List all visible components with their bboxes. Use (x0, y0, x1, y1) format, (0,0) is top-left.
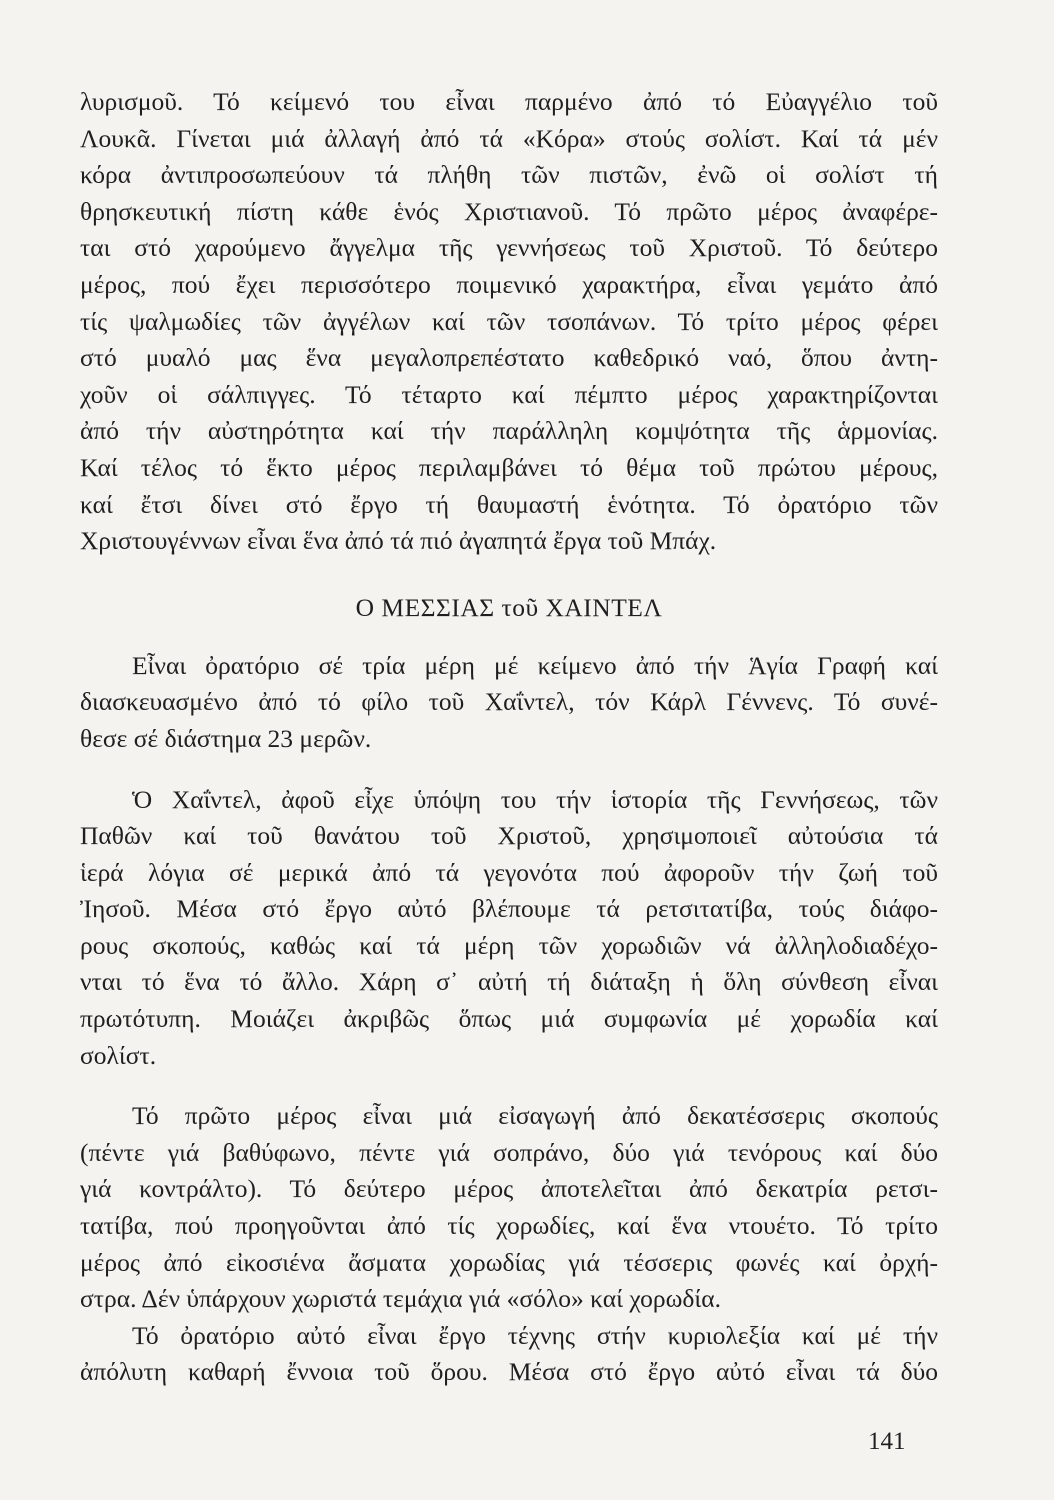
text-line: Τό ὀρατόριο αὐτό εἶναι ἔργο τέχνης στήν κυριολεξία καί μέ τήν (132, 1320, 938, 1350)
text-line: στρα. Δέν ὑπάρχουν χωριστά τεμάχια γιά «σόλο» καί χορωδία. (80, 1284, 722, 1314)
text-line: σολίστ. (80, 1040, 157, 1070)
text-line: Χριστουγέννων εἶναι ἕνα ἀπό τά πιό ἀγαπητά ἔργα τοῦ Μπάχ. (80, 526, 717, 556)
text-line: λυρισμοῦ. Τό κείμενό του εἶναι παρμένο ἀπό τό Εὐαγγέλιο τοῦ (80, 87, 938, 116)
text-line: Ὁ Χαΐντελ, ἀφοῦ εἶχε ὑπόψη του τήν ἱστορία τῆς Γεννήσεως, τῶν (132, 784, 938, 814)
text-line: στό μυαλό μας ἕνα μεγαλοπρεπέστατο καθεδρικό ναό, ὅπου ἀντη- (80, 343, 938, 373)
text-line: γιά κοντράλτο). Τό δεύτερο μέρος ἀποτελεῖται ἀπό δεκατρία ρετσι- (80, 1174, 938, 1204)
text-line: τατίβα, πού προηγοῦνται ἀπό τίς χορωδίες, καί ἕνα ντουέτο. Τό τρίτο (80, 1211, 938, 1241)
text-line: τίς ψαλμωδίες τῶν ἀγγέλων καί τῶν τσοπάνων. Τό τρίτο μέρος φέρει (80, 306, 938, 336)
text-line: Τό πρῶτο μέρος εἶναι μιά εἰσαγωγή ἀπό δεκατέσσερις σκοπούς (132, 1101, 938, 1131)
text-line: Καί τέλος τό ἕκτο μέρος περιλαμβάνει τό θέμα τοῦ πρώτου μέρους, (80, 452, 938, 482)
text-line: ἱερά λόγια σέ μερικά ἀπό τά γεγονότα πού ἀφοροῦν τήν ζωή τοῦ (80, 857, 938, 887)
paragraph (80, 648, 938, 758)
paragraph (80, 1098, 938, 1318)
text-line: Παθῶν καί τοῦ θανάτου τοῦ Χριστοῦ, χρησιμοποιεῖ αὐτούσια τά (80, 821, 938, 851)
section-heading: Ο ΜΕΣΣΙΑΣ τοῦ ΧΑΙΝΤΕΛ (355, 592, 663, 622)
text-line: ἀπόλυτη καθαρή ἔννοια τοῦ ὅρου. Μέσα στό ἔργο αὐτό εἶναι τά δύο (80, 1357, 938, 1387)
text-line: πρωτότυπη. Μοιάζει ἀκριβῶς ὅπως μιά συμφωνία μέ χορωδία καί (80, 1004, 938, 1034)
text-line: Ἰησοῦ. Μέσα στό ἔργο αὐτό βλέπουμε τά ρετσιτατίβα, τούς διάφο- (80, 894, 938, 924)
text-line: καί ἔτσι δίνει στό ἔργο τή θαυμαστή ἑνότητα. Τό ὀρατόριο τῶν (80, 489, 938, 519)
text-line: (πέντε γιά βαθύφωνο, πέντε γιά σοπράνο, δύο γιά τενόρους καί δύο (80, 1137, 938, 1167)
page-text (80, 84, 938, 1391)
text-line: χοῦν οἱ σάλπιγγες. Τό τέταρτο καί πέμπτο μέρος χαρακτηρίζονται (80, 379, 938, 409)
text-line: θρησκευτική πίστη κάθε ἑνός Χριστιανοῦ. Τό πρῶτο μέρος ἀναφέρε- (80, 196, 938, 226)
page-number: 141 (868, 1428, 906, 1455)
text-line: ἀπό τήν αὐστηρότητα καί τήν παράλληλη κομψότητα τῆς ἁρμονίας. (80, 416, 938, 446)
text-line: μέρος, πού ἔχει περισσότερο ποιμενικό χαρακτήρα, εἶναι γεμάτο ἀπό (80, 269, 938, 299)
text-line: Λουκᾶ. Γίνεται μιά ἀλλαγή ἀπό τά «Κόρα» στούς σολίστ. Καί τά μέν (80, 123, 938, 153)
paragraph (80, 1318, 938, 1391)
paragraph (80, 84, 938, 560)
text-line: μέρος ἀπό εἰκοσιένα ἄσματα χορωδίας γιά τέσσερις φωνές καί ὀρχή- (80, 1247, 938, 1277)
text-line: ρους σκοπούς, καθώς καί τά μέρη τῶν χορωδιῶν νά ἀλληλοδιαδέχο- (80, 930, 938, 960)
paragraph (80, 782, 938, 1075)
text-line: νται τό ἕνα τό ἄλλο. Χάρη σ᾿ αὐτή τή διάταξη ἡ ὅλη σύνθεση εἶναι (80, 967, 938, 997)
text-line: διασκευασμένο ἀπό τό φίλο τοῦ Χαΐντελ, τόν Κάρλ Γέννενς. Τό συνέ- (80, 687, 938, 717)
text-line: θεσε σέ διάστημα 23 μερῶν. (80, 723, 372, 753)
text-line: κόρα ἀντιπροσωπεύουν τά πλήθη τῶν πιστῶν, ἐνῶ οἱ σολίστ τή (80, 160, 938, 190)
text-line: ται στό χαρούμενο ἄγγελμα τῆς γεννήσεως τοῦ Χριστοῦ. Τό δεύτερο (80, 233, 938, 263)
text-line: Εἶναι ὀρατόριο σέ τρία μέρη μέ κείμενο ἀπό τήν Ἁγία Γραφή καί (132, 650, 938, 680)
